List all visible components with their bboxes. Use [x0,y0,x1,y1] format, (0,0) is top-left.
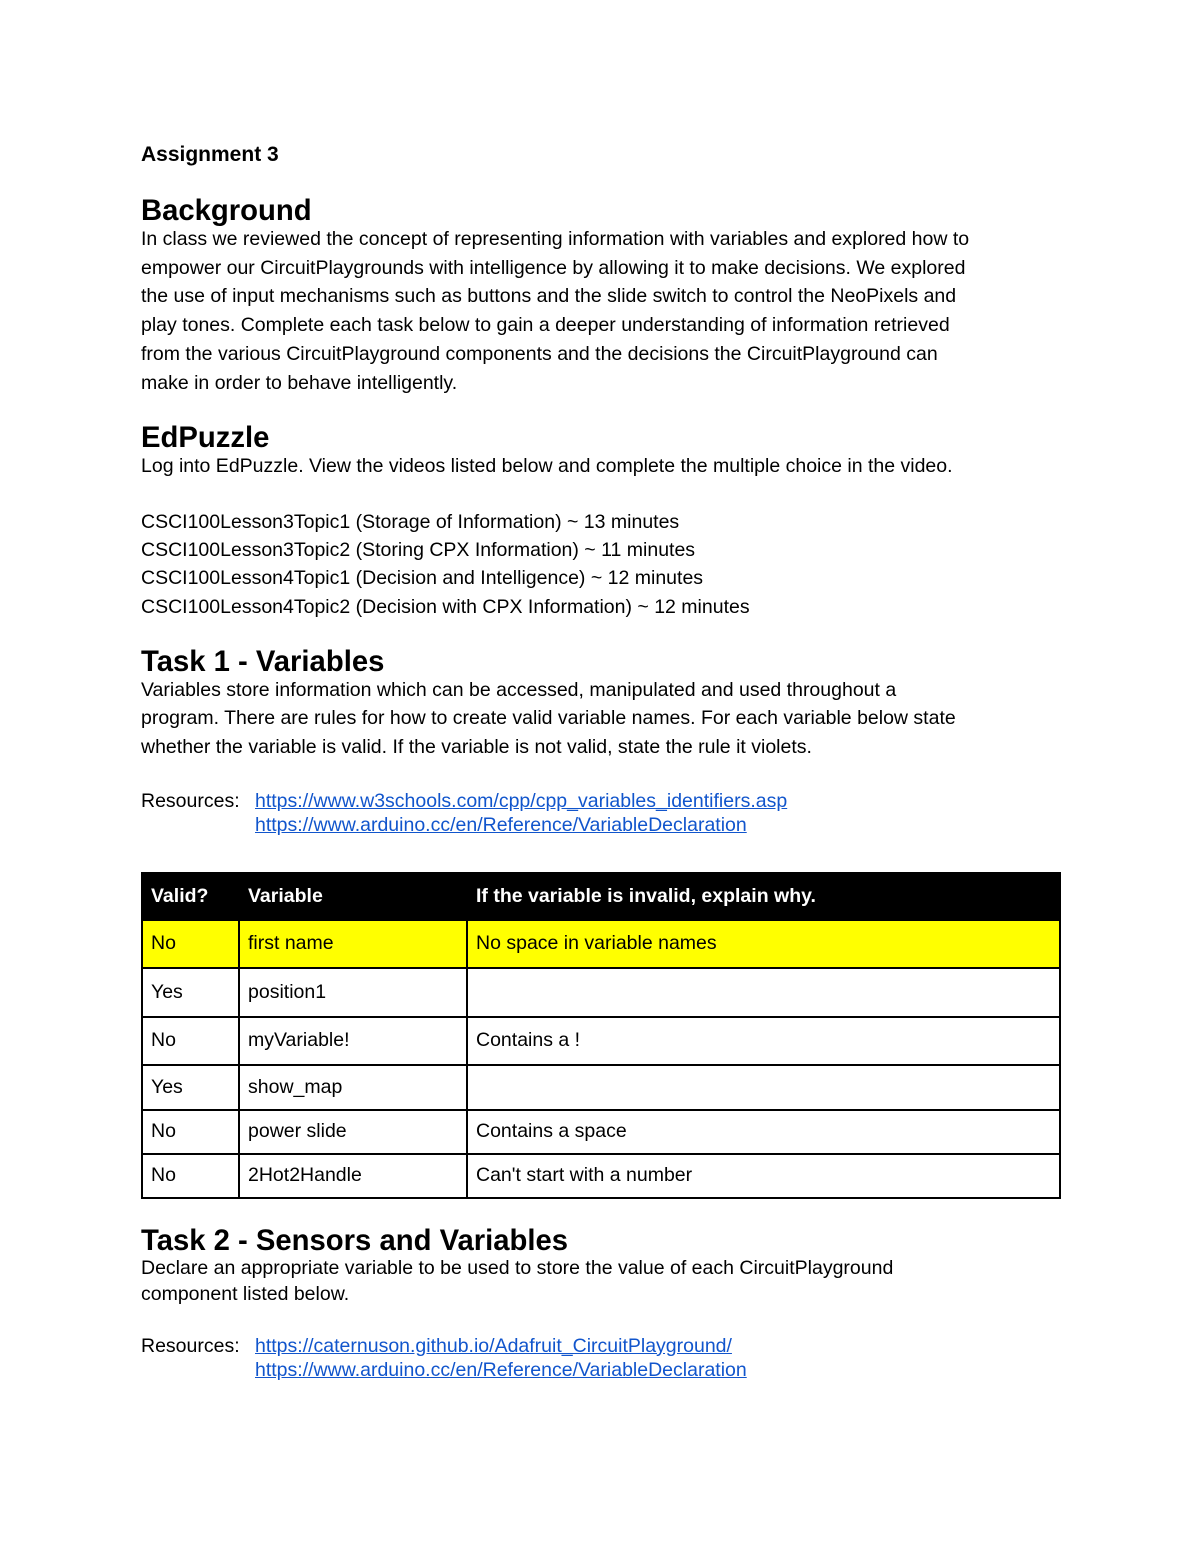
cell-variable: 2Hot2Handle [239,1154,467,1198]
table-row [142,1017,1060,1065]
edpuzzle-instruction: Log into EdPuzzle. View the videos listed below and complete the multiple choice in the video. [141,455,953,478]
table-row-highlighted [142,920,1060,968]
cell-valid: Yes [142,1065,239,1110]
cell-variable: myVariable! [239,1017,467,1065]
cell-variable: position1 [239,968,467,1017]
paragraph-line: empower our CircuitPlaygrounds with intelligence by allowing it to make decisions. We explored [141,256,966,279]
table-row [142,968,1060,1017]
header-explanation: If the variable is invalid, explain why. [467,873,1060,920]
background-heading: Background [141,195,312,227]
paragraph-line: In class we reviewed the concept of representing information with variables and explored how to [141,228,970,250]
cell-variable: first name [239,920,467,968]
task2-resources [141,1334,1071,1383]
table-row [142,1065,1060,1110]
table-row [142,1110,1060,1154]
document-body [141,138,1071,1383]
video-list [141,508,1071,621]
cell-valid: No [142,1017,239,1065]
task2-paragraph [141,1255,1071,1307]
cell-explanation: Contains a ! [467,1017,1060,1065]
task2-heading: Task 2 - Sensors and Variables [141,1224,569,1257]
video-item: CSCI100Lesson3Topic2 (Storing CPX Information) ~ 11 minutes [141,539,696,562]
edpuzzle-heading: EdPuzzle [141,422,270,455]
paragraph-line: make in order to behave intelligently. [141,371,458,394]
resource-links [255,789,787,838]
table-row [142,1154,1060,1198]
cell-explanation [467,1065,1060,1110]
paragraph-line: program. There are rules for how to create valid variable names. For each variable below state [141,707,956,730]
resource-link-arduino[interactable]: https://www.arduino.cc/en/Reference/VariableDeclaration [255,1359,747,1382]
cell-explanation [467,968,1060,1017]
resources-label: Resources: [141,789,240,812]
variables-table [141,872,1061,1199]
paragraph-line: the use of input mechanisms such as buttons and the slide switch to control the NeoPixels and [141,285,957,308]
cell-valid: No [142,1154,239,1198]
video-item: CSCI100Lesson3Topic1 (Storage of Information) ~ 13 minutes [141,510,680,533]
task1-paragraph [141,676,1071,762]
header-valid: Valid? [142,873,239,920]
cell-valid: No [142,920,239,968]
resources-label: Resources: [141,1334,240,1357]
background-paragraph [141,225,1071,397]
resource-link-arduino[interactable]: https://www.arduino.cc/en/Reference/VariableDeclaration [255,814,747,837]
cell-variable: power slide [239,1110,467,1154]
resource-links [255,1334,747,1383]
paragraph-line: Declare an appropriate variable to be used to store the value of each CircuitPlayground [141,1256,894,1279]
cell-valid: No [142,1110,239,1154]
video-item: CSCI100Lesson4Topic2 (Decision with CPX Information) ~ 12 minutes [141,595,750,618]
header-variable: Variable [239,873,467,920]
task1-resources [141,789,1071,838]
table-header-row [142,873,1060,920]
cell-explanation: Contains a space [467,1110,1060,1154]
paragraph-line: whether the variable is valid. If the variable is not valid, state the rule it violets. [141,736,812,759]
task1-heading: Task 1 - Variables [141,645,385,678]
paragraph-line: component listed below. [141,1282,350,1305]
document-title: Assignment 3 [141,143,279,166]
resource-link-w3schools[interactable]: https://www.w3schools.com/cpp/cpp_variables_identifiers.asp [255,789,788,812]
paragraph-line: from the various CircuitPlayground components and the decisions the CircuitPlayground can [141,342,938,365]
cell-explanation: Can't start with a number [467,1154,1060,1198]
video-item: CSCI100Lesson4Topic1 (Decision and Intelligence) ~ 12 minutes [141,567,704,590]
cell-variable: show_map [239,1065,467,1110]
cell-explanation: No space in variable names [467,920,1060,968]
cell-valid: Yes [142,968,239,1017]
paragraph-line: play tones. Complete each task below to gain a deeper understanding of information retrieved [141,314,950,337]
paragraph-line: Variables store information which can be accessed, manipulated and used throughout a [141,678,897,701]
resource-link-caternuson[interactable]: https://caternuson.github.io/Adafruit_CircuitPlayground/ [255,1334,732,1357]
